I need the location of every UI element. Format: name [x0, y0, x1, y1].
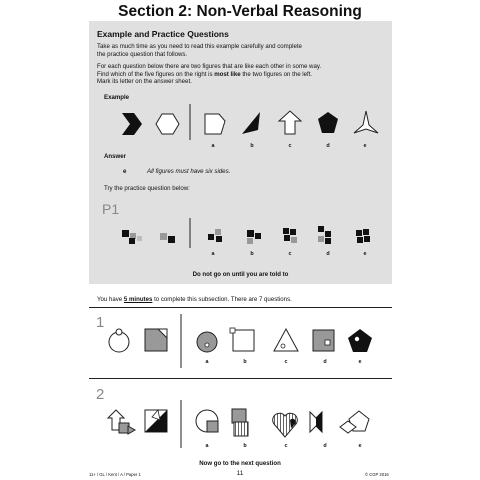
- footer-left: 11+ / GL / Kent / A / Paper 1: [89, 472, 141, 477]
- question-number: 2: [96, 386, 105, 403]
- option-letter: a: [211, 143, 215, 149]
- intro-line: the practice question that follows.: [97, 50, 188, 58]
- option-letter: c: [284, 443, 288, 449]
- page-number: 11: [236, 470, 244, 477]
- option-shape-a: [197, 332, 217, 352]
- option-shape-b: [242, 112, 260, 134]
- option-letter: d: [323, 359, 327, 365]
- time-instruction: You have 5 minutes to complete this subsection. There are 7 questions.: [97, 296, 292, 303]
- option-letter: c: [284, 359, 288, 365]
- instructions-line: For each question below there are two figures that are like each other in some way.: [97, 63, 322, 70]
- option-shape-b: [233, 330, 254, 351]
- footer-right: © CGP 2016: [365, 472, 389, 477]
- next-question-text: Now go to the next question: [199, 460, 281, 467]
- practice-figures: [122, 218, 370, 248]
- option-letter: b: [250, 251, 254, 257]
- option-shape-c: [274, 329, 298, 351]
- option-shape-d: [313, 330, 334, 351]
- example-heading: Example and Practice Questions: [97, 29, 229, 39]
- practice-label: P1: [102, 201, 120, 217]
- option-letter: e: [363, 143, 367, 149]
- option-shape-e: [354, 111, 378, 133]
- time-minutes: 5 minutes: [123, 296, 153, 303]
- option-letter: d: [323, 443, 327, 449]
- example-figures: [122, 104, 378, 140]
- option-shape-c: [279, 111, 301, 134]
- option-letter: e: [358, 359, 362, 365]
- answer-label: Answer: [104, 153, 127, 160]
- option-letter: c: [288, 251, 292, 257]
- option-letter: d: [326, 143, 330, 149]
- option-shape-e: [348, 329, 372, 352]
- try-text: Try the practice question below:: [104, 185, 190, 192]
- answer-reason: All figures must have six sides.: [147, 168, 231, 175]
- option-letter: c: [288, 143, 292, 149]
- option-letter: b: [243, 443, 247, 449]
- instructions-line: Find which of the five figures on the right is most like the two figures on the left.: [97, 70, 313, 78]
- option-letter: a: [205, 359, 209, 365]
- intro-line: Take as much time as you need to read this example carefully and complete: [97, 43, 302, 50]
- chevron-figure: [122, 113, 142, 135]
- option-letter: a: [205, 443, 209, 449]
- answer-letter: e: [123, 168, 127, 175]
- stop-text: Do not go on until you are told to: [192, 271, 289, 278]
- option-letter: d: [326, 251, 330, 257]
- question-number: 1: [96, 314, 105, 331]
- q2-figures: [108, 400, 369, 448]
- option-letter: b: [243, 359, 247, 365]
- example-label: Example: [104, 94, 130, 101]
- option-shape-d: [318, 112, 338, 133]
- option-shape-a: [205, 114, 225, 134]
- option-letter: a: [211, 251, 215, 257]
- option-letter: e: [358, 443, 362, 449]
- emphasis-most-like: most like: [214, 70, 241, 78]
- q1-figures: [109, 314, 372, 368]
- option-letter: e: [363, 251, 367, 257]
- hexagon-figure: [156, 114, 179, 134]
- section-title: Section 2: Non-Verbal Reasoning: [118, 3, 362, 20]
- instructions-line: Mark its letter on the answer sheet.: [97, 78, 192, 86]
- option-letter: b: [250, 143, 254, 149]
- option-shape-b: [232, 409, 246, 423]
